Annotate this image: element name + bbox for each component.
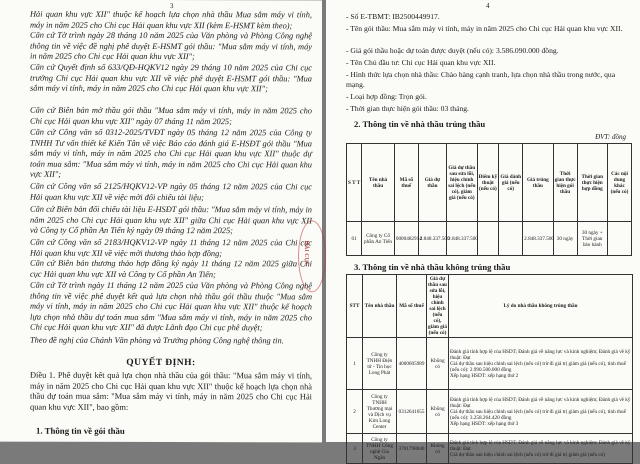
- table-header-cell: Tên nhà thầu: [362, 144, 395, 222]
- table-header-cell: Giá dự thầu sau sửa lỗi, hiệu chỉnh sai lệch (nếu có), giảm giá (nếu có): [447, 144, 477, 222]
- page-number: 4: [486, 2, 490, 10]
- table-cell: 0000482914: [394, 222, 418, 256]
- right-document-page: [326, 0, 640, 461]
- table-cell: 4000605989: [397, 338, 427, 390]
- table-header-cell: Giá dự thầu: [418, 144, 446, 222]
- table-cell: 3: [347, 434, 363, 464]
- bullet-line: - Hình thức lựa chọn nhà thầu: Chào hàng cạnh tranh, lựa chọn nhà thầu trong nước, qua mạng.: [346, 70, 616, 89]
- table-cell: 0312641655: [397, 390, 427, 434]
- paragraph: Căn cứ Quyết định số 633/QĐ-HQKV12 ngày 29 tháng 10 năm 2025 của Chi cục trưởng Chi cục Hải quan khu vực XII về việc phê duyệt E-HSMT gói thầu: "Mua sắm máy vi tính, máy in năm 2025 cho Chi cục Hải quan khu vực XII";: [30, 62, 312, 94]
- table-cell: 2.848.337.500: [447, 222, 477, 256]
- table-header-row: [347, 275, 633, 338]
- table-header-cell: Điểm kỹ thuật (nếu có): [477, 144, 499, 222]
- paragraph: Theo đề nghị của Chánh Văn phòng và Trưởng phòng Công nghệ thông tin.: [30, 335, 284, 346]
- bullet-line: - Tên Chủ đầu tư: Chi cục Hải quan khu vực XII.: [346, 58, 496, 67]
- table-cell: 30 ngày + Thời gian bảo hành: [577, 222, 607, 256]
- left-document-page: [0, 0, 322, 442]
- table-cell: Không có: [427, 434, 449, 464]
- table-cell: Công ty Cổ phần An Tiến: [362, 222, 395, 256]
- table-header-cell: Thời gian thực hiện hợp đồng: [577, 144, 607, 222]
- table-cell: [499, 222, 523, 256]
- section-heading: 1. Thông tin về gói thầu: [36, 425, 125, 436]
- paragraph: Căn cứ Biên bản thương thảo hợp đồng ký ngày 11 tháng 12 năm 2025 giữa Chi cục Hải quan khu vực XII và Công ty Cổ phần An Tiến;: [30, 258, 312, 279]
- winner-table: [346, 143, 632, 256]
- table-cell: 2.848.337.500: [523, 222, 553, 256]
- table-header-cell: Giá trúng thầu: [523, 144, 553, 222]
- paragraph: Căn cứ Biên bản đối chiếu tài liệu E-HSĐT gói thầu: "Mua sắm máy vi tính, máy in năm 2025 cho Chi cục Hải quan khu vực XII" giữa Chi cục Hải quan khu vực XII và Công ty Cổ phần An Tiến ký ngày 09 tháng 12 năm 2025;: [30, 204, 312, 236]
- table-header-cell: Tên nhà thầu: [363, 275, 397, 338]
- table-cell: Công ty TNHH Thương mại và Dịch vụ Kim Long Center: [363, 390, 397, 434]
- table-cell: 3701798840: [397, 434, 427, 464]
- bullet-line: - Thời gian thực hiện gói thầu: 03 tháng.: [346, 104, 469, 113]
- table-row: [347, 222, 632, 256]
- paragraph: Căn cứ Biên bản mở thầu gói thầu "Mua sắm máy vi tính, máy in năm 2025 cho Chi cục Hải quan khu vực XII" ngày 07 tháng 11 năm 2025;: [30, 105, 312, 126]
- table-header-cell: Giá dự thầu sau sửa lỗi, hiệu chỉnh sai lệch (nếu có), giảm giá (nếu có): [428, 276, 447, 336]
- table-cell: [608, 222, 632, 256]
- table-cell: Công ty TNHH Công nghệ Gia Ngân: [363, 434, 397, 464]
- table-header-cell: Mã số thuế: [394, 144, 418, 222]
- seal-stamp-text: HẢI CỤC: [303, 240, 309, 267]
- table-cell: Đánh giá tính hợp lệ của HSDT; Đánh giá về năng lực và kinh nghiệm; Đánh giá về kỹ thuật: Đạt Giá dự thầu sau hiệu chỉnh sai lệch (nếu có) trừ đi giá trị giảm giá (nếu có), tính thuế (nếu có): 3.258.264.420 đồng Xếp hạng HSDT: xếp hạng thứ 3: [449, 390, 633, 434]
- page-number: 3: [170, 2, 174, 11]
- bullet-line: - Số E-TBMT: IB2500449917.: [346, 12, 440, 21]
- table-header-row: [347, 144, 632, 222]
- unit-label: ĐVT: đồng: [595, 133, 626, 141]
- table-cell: 30 ngày: [553, 222, 577, 256]
- table-cell: 2.848.337.500: [418, 222, 446, 256]
- table-cell: Không có: [427, 338, 449, 390]
- table-cell: Đánh giá tính hợp lệ của HSDT; Đánh giá về năng lực và kinh nghiệm; Đánh giá về kỹ thuật: Đạt Giá dự thầu sau hiệu chỉnh sai lệch (nếu có) trừ đi giá trị giảm giá (nếu có), tính thuế (nếu có): 2.990.500.000 đồng Xếp hạng HSDT: xếp hạng thứ 2: [449, 338, 633, 390]
- table-header-cell: Lý do nhà thầu không trúng thầu: [449, 275, 633, 338]
- table-cell: Đánh giá tính hợp lệ của HSDT; Đánh giá về năng lực và kinh nghiệm; Đánh giá về kỹ thuật: Đạt Giá dự thầu sau hiệu chỉnh sai lệch (nếu có) trừ đi giá trị giảm giá (nếu có): [449, 434, 633, 464]
- table-header-cell: Thời gian thực hiện gói thầu: [553, 144, 577, 222]
- section-heading: 2. Thông tin về nhà thầu trúng thầu: [354, 119, 486, 129]
- table-header-cell: STT: [347, 275, 363, 338]
- paragraph: Căn cứ Tờ trình ngày 28 tháng 10 năm 2025 của Văn phòng và Phòng Công nghệ thông tin về việc đề nghị phê duyệt E-HSMT gói thầu: "Mua sắm máy vi tính, máy in năm 2025 cho Chi cục Hải quan khu vực XII";: [30, 30, 312, 62]
- table-cell: [477, 222, 499, 256]
- table-cell: 01: [347, 222, 362, 256]
- table-header-cell: Mã số thuế: [397, 275, 427, 338]
- paragraph: Căn cứ Công văn số 2183/HQKV12-VP ngày 11 tháng 12 năm 2025 của Chi cục Hải quan khu vực XII về việc mời thương thảo hợp đồng;: [30, 237, 312, 258]
- table-cell: 2: [347, 390, 363, 434]
- paragraph: Căn cứ Công văn số 0312-2025/TVĐT ngày 05 tháng 12 năm 2025 của Công ty TNHH Tư vấn thiết kế Kiến Tân về việc Báo cáo đánh giá E-HSĐT gói thầu "Mua sắm máy vi tính, máy in năm 2025 cho Chi cục Hải quan khu vực XII" thuộc dự toán mua sắm: "Mua sắm máy vi tính, máy in năm 2025 cho Chi cục Hải quan khu vực XII";: [30, 127, 312, 180]
- table-cell: 1: [347, 338, 363, 390]
- decision-heading: QUYẾT ĐỊNH:: [126, 357, 196, 369]
- article-1: Điều 1. Phê duyệt kết quả lựa chọn nhà thầu của gói thầu: "Mua sắm máy vi tính, máy in năm 2025 cho Chi cục Hải quan khu vực XII" thuộc kế hoạch lựa chọn nhà thầu dự toán mua sắm: "Mua sắm máy vi tính, máy in năm 2025 cho Chi cục Hải quan khu vực XII", bao gồm:: [30, 370, 312, 412]
- table-header-cell: S T T: [347, 144, 362, 222]
- bullet-line: - Giá gói thầu hoặc dự toán được duyệt (nếu có): 3.586.090.000 đồng.: [346, 46, 559, 55]
- table-row: [347, 390, 633, 434]
- section-heading: 3. Thông tin về nhà thầu không trúng thầu: [354, 262, 511, 272]
- loser-table: [346, 274, 633, 464]
- paragraph: Hải quan khu vực XII" thuộc kế hoạch lựa chọn nhà thầu Mua sắm máy vi tính, máy in năm 2025 cho Chi cục Hải quan khu vực XII (kèm E-HSMT kèm theo);: [30, 9, 312, 30]
- table-cell: Không có: [427, 390, 449, 434]
- table-row: [347, 434, 633, 464]
- paragraph: Căn cứ Tờ trình ngày 11 tháng 12 năm 2025 của Văn phòng và Phòng Công nghệ thông tin về việc phê duyệt kết quả lựa chọn nhà thầu gói thầu thuộc "Mua sắm máy vi tính, máy in năm 2025 cho Chi cục Hải quan khu vực XII" thuộc kế hoạch lựa chọn nhà thầu dự toán mua sắm "Mua sắm máy vi tính, máy in năm 2025 cho Chi cục Hải quan khu vực XII" đã được Lãnh đạo Chi cục phê duyệt;: [30, 280, 312, 333]
- table-cell: Công ty TNHH Điện tử - Tin học Long Phát: [363, 338, 397, 390]
- table-header-cell: Các nội dung khác (nếu có): [608, 144, 632, 222]
- bullet-line: - Loại hợp đồng: Trọn gói.: [346, 92, 427, 101]
- bullet-line: - Tên gói thầu: Mua sắm máy vi tính, máy in năm 2025 cho Chi cục Hải quan khu vực XII.: [346, 24, 623, 33]
- paragraph: Căn cứ Công văn số 2125/HQKV12-VP ngày 05 tháng 12 năm 2025 của Chi cục Hải quan khu vực XII về việc mời đối chiếu tài liệu;: [30, 181, 312, 202]
- table-header-cell: Giá đánh giá (nếu có): [499, 144, 523, 222]
- table-row: [347, 338, 633, 390]
